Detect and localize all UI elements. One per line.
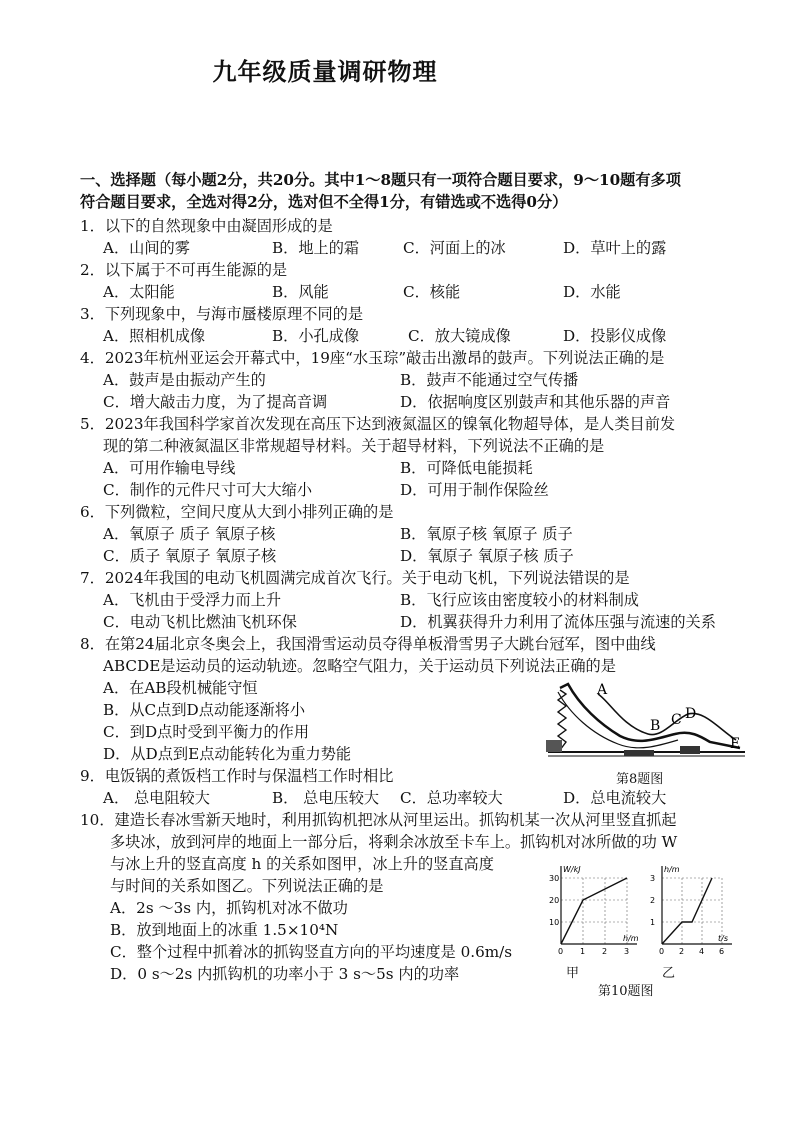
- work-height-chart: [545, 858, 645, 958]
- point-label-b: B: [650, 718, 661, 734]
- q9-option-b: B． 总电压较大: [272, 789, 380, 807]
- y-tick-label: 30: [549, 874, 560, 883]
- q8-option-b: B．从C点到D点动能逐渐将小: [103, 701, 306, 719]
- q10-option-a: A．2s ～3s 内，抓钩机对冰不做功: [110, 899, 348, 917]
- x-axis-label: t/s: [718, 934, 728, 943]
- q3-option-d: D．投影仪成像: [563, 327, 667, 345]
- page-title: 九年级质量调研物理: [212, 57, 438, 86]
- q5-stem-line1: 5．2023年我国科学家首次发现在高压下达到液氮温区的镍氧化物超导体，是人类目前发: [80, 415, 676, 433]
- q9-stem: 9．电饭锅的煮饭档工作时与保温档工作时相比: [80, 767, 394, 785]
- q9-option-c: C．总功率较大: [400, 789, 503, 807]
- q2-option-c: C．核能: [403, 283, 461, 301]
- q3-stem: 3．下列现象中，与海市蜃楼原理不同的是: [80, 305, 364, 323]
- q10-option-b: B．放到地面上的冰重 1.5×10⁴N: [110, 921, 339, 939]
- q6-option-a: A．氧原子 质子 氧原子核: [103, 525, 276, 543]
- x-axis-label: h/m: [623, 934, 639, 943]
- section-heading-line1: 一、选择题（每小题2分，共20分。其中1～8题只有一项符合题目要求，9～10题有多项: [80, 171, 681, 189]
- q8-figure-caption: 第8题图: [616, 772, 664, 787]
- q8-option-d: D．从D点到E点动能转化为重力势能: [103, 745, 352, 763]
- q1-option-c: C．河面上的冰: [403, 239, 506, 257]
- y-tick-label: 3: [650, 874, 656, 883]
- q5-option-b: B．可降低电能损耗: [400, 459, 533, 477]
- q8-option-a: A．在AB段机械能守恒: [103, 679, 258, 697]
- q7-option-d: D．机翼获得升力利用了流体压强与流速的关系: [400, 613, 716, 631]
- q1-stem: 1．以下的自然现象中由凝固形成的是: [80, 217, 333, 235]
- q9-option-a: A． 总电阻较大: [103, 789, 210, 807]
- q3-option-b: B．小孔成像: [272, 327, 360, 345]
- q10-stem-line2: 多块冰，放到河岸的地面上一部分后，将剩余冰放至卡车上。抓钩机对冰所做的功 W: [110, 833, 678, 851]
- point-label-a: A: [597, 682, 608, 698]
- q6-option-b: B．氧原子核 氧原子 质子: [400, 525, 573, 543]
- point-label-d: D: [685, 706, 697, 722]
- q4-option-a: A．鼓声是由振动产生的: [103, 371, 266, 389]
- q6-option-d: D．氧原子 氧原子核 质子: [400, 547, 574, 565]
- section-heading-line2: 符合题目要求，全选对得2分，选对但不全得1分，有错选或不选得0分）: [80, 193, 568, 211]
- x-tick-label: 0: [659, 947, 665, 956]
- data-line: [561, 878, 627, 944]
- q5-option-c: C．制作的元件尺寸可大大缩小: [103, 481, 313, 499]
- q7-option-a: A．飞机由于受浮力而上升: [103, 591, 282, 609]
- chart-yi-label: 乙: [662, 966, 676, 981]
- y-tick-label: 10: [549, 918, 560, 927]
- data-line: [662, 878, 712, 944]
- x-tick-label: 6: [719, 947, 725, 956]
- chart-jia-label: 甲: [566, 966, 580, 981]
- x-tick-label: 2: [602, 947, 608, 956]
- y-tick-label: 1: [650, 918, 656, 927]
- q4-option-c: C．增大敲击力度，为了提高音调: [103, 393, 328, 411]
- y-axis-label: h/m: [664, 865, 680, 874]
- q3-option-a: A．照相机成像: [103, 327, 206, 345]
- q10-figure-caption: 第10题图: [598, 984, 654, 999]
- q7-stem: 7．2024年我国的电动飞机圆满完成首次飞行。关于电动飞机，下列说法错误的是: [80, 569, 630, 587]
- q2-option-d: D．水能: [563, 283, 621, 301]
- y-tick-label: 2: [650, 896, 656, 905]
- q5-stem-line2: 现的第二种液氮温区非常规超导材料。关于超导材料，下列说法不正确的是: [103, 437, 605, 455]
- ski-jump-figure: [540, 676, 750, 766]
- q8-stem-line2: ABCDE是运动员的运动轨迹。忽略空气阻力，关于运动员下列说法正确的是: [103, 657, 616, 675]
- q10-option-d: D．0 s～2s 内抓钩机的功率小于 3 s～5s 内的功率: [110, 965, 460, 983]
- q10-stem-line3: 与冰上升的竖直高度 h 的关系如图甲，冰上升的竖直高度: [110, 855, 494, 873]
- point-label-e: E: [730, 736, 741, 752]
- q5-option-a: A．可用作输电导线: [103, 459, 236, 477]
- x-tick-label: 1: [580, 947, 586, 956]
- q10-option-c: C．整个过程中抓着冰的抓钩竖直方向的平均速度是 0.6m/s: [110, 943, 513, 961]
- q3-option-c: C．放大镜成像: [408, 327, 511, 345]
- q1-option-d: D．草叶上的露: [563, 239, 667, 257]
- q10-stem-line1: 10．建造长春冰雪新天地时，利用抓钩机把冰从河里运出。抓钩机某一次从河里竖直抓起: [80, 811, 677, 829]
- q1-option-a: A．山间的雾: [103, 239, 190, 257]
- x-tick-label: 3: [624, 947, 630, 956]
- q9-option-d: D．总电流较大: [563, 789, 667, 807]
- height-time-chart: [648, 858, 738, 958]
- point-label-c: C: [671, 712, 682, 728]
- q4-option-d: D．依据响度区别鼓声和其他乐器的声音: [400, 393, 671, 411]
- q7-option-b: B．飞行应该由密度较小的材料制成: [400, 591, 639, 609]
- q2-option-b: B．风能: [272, 283, 329, 301]
- q1-option-b: B．地上的霜: [272, 239, 360, 257]
- q5-option-d: D．可用于制作保险丝: [400, 481, 549, 499]
- x-tick-label: 2: [679, 947, 685, 956]
- y-tick-label: 20: [549, 896, 560, 905]
- q8-stem-line1: 8．在第24届北京冬奥会上，我国滑雪运动员夺得单板滑雪男子大跳台冠军，图中曲线: [80, 635, 656, 653]
- q8-option-c: C．到D点时受到平衡力的作用: [103, 723, 310, 741]
- q6-stem: 6．下列微粒，空间尺度从大到小排列正确的是: [80, 503, 394, 521]
- q7-option-c: C．电动飞机比燃油飞机环保: [103, 613, 297, 631]
- q2-stem: 2．以下属于不可再生能源的是: [80, 261, 288, 279]
- x-tick-label: 0: [558, 947, 564, 956]
- x-tick-label: 4: [699, 947, 705, 956]
- q2-option-a: A．太阳能: [103, 283, 175, 301]
- q10-stem-line4: 与时间的关系如图乙。下列说法正确的是: [110, 877, 384, 895]
- q4-stem: 4．2023年杭州亚运会开幕式中，19座“水玉琮”敲击出激昂的鼓声。下列说法正确的是: [80, 349, 665, 367]
- q4-option-b: B．鼓声不能通过空气传播: [400, 371, 579, 389]
- q6-option-c: C．质子 氧原子 氧原子核: [103, 547, 277, 565]
- y-axis-label: W/kJ: [563, 865, 581, 874]
